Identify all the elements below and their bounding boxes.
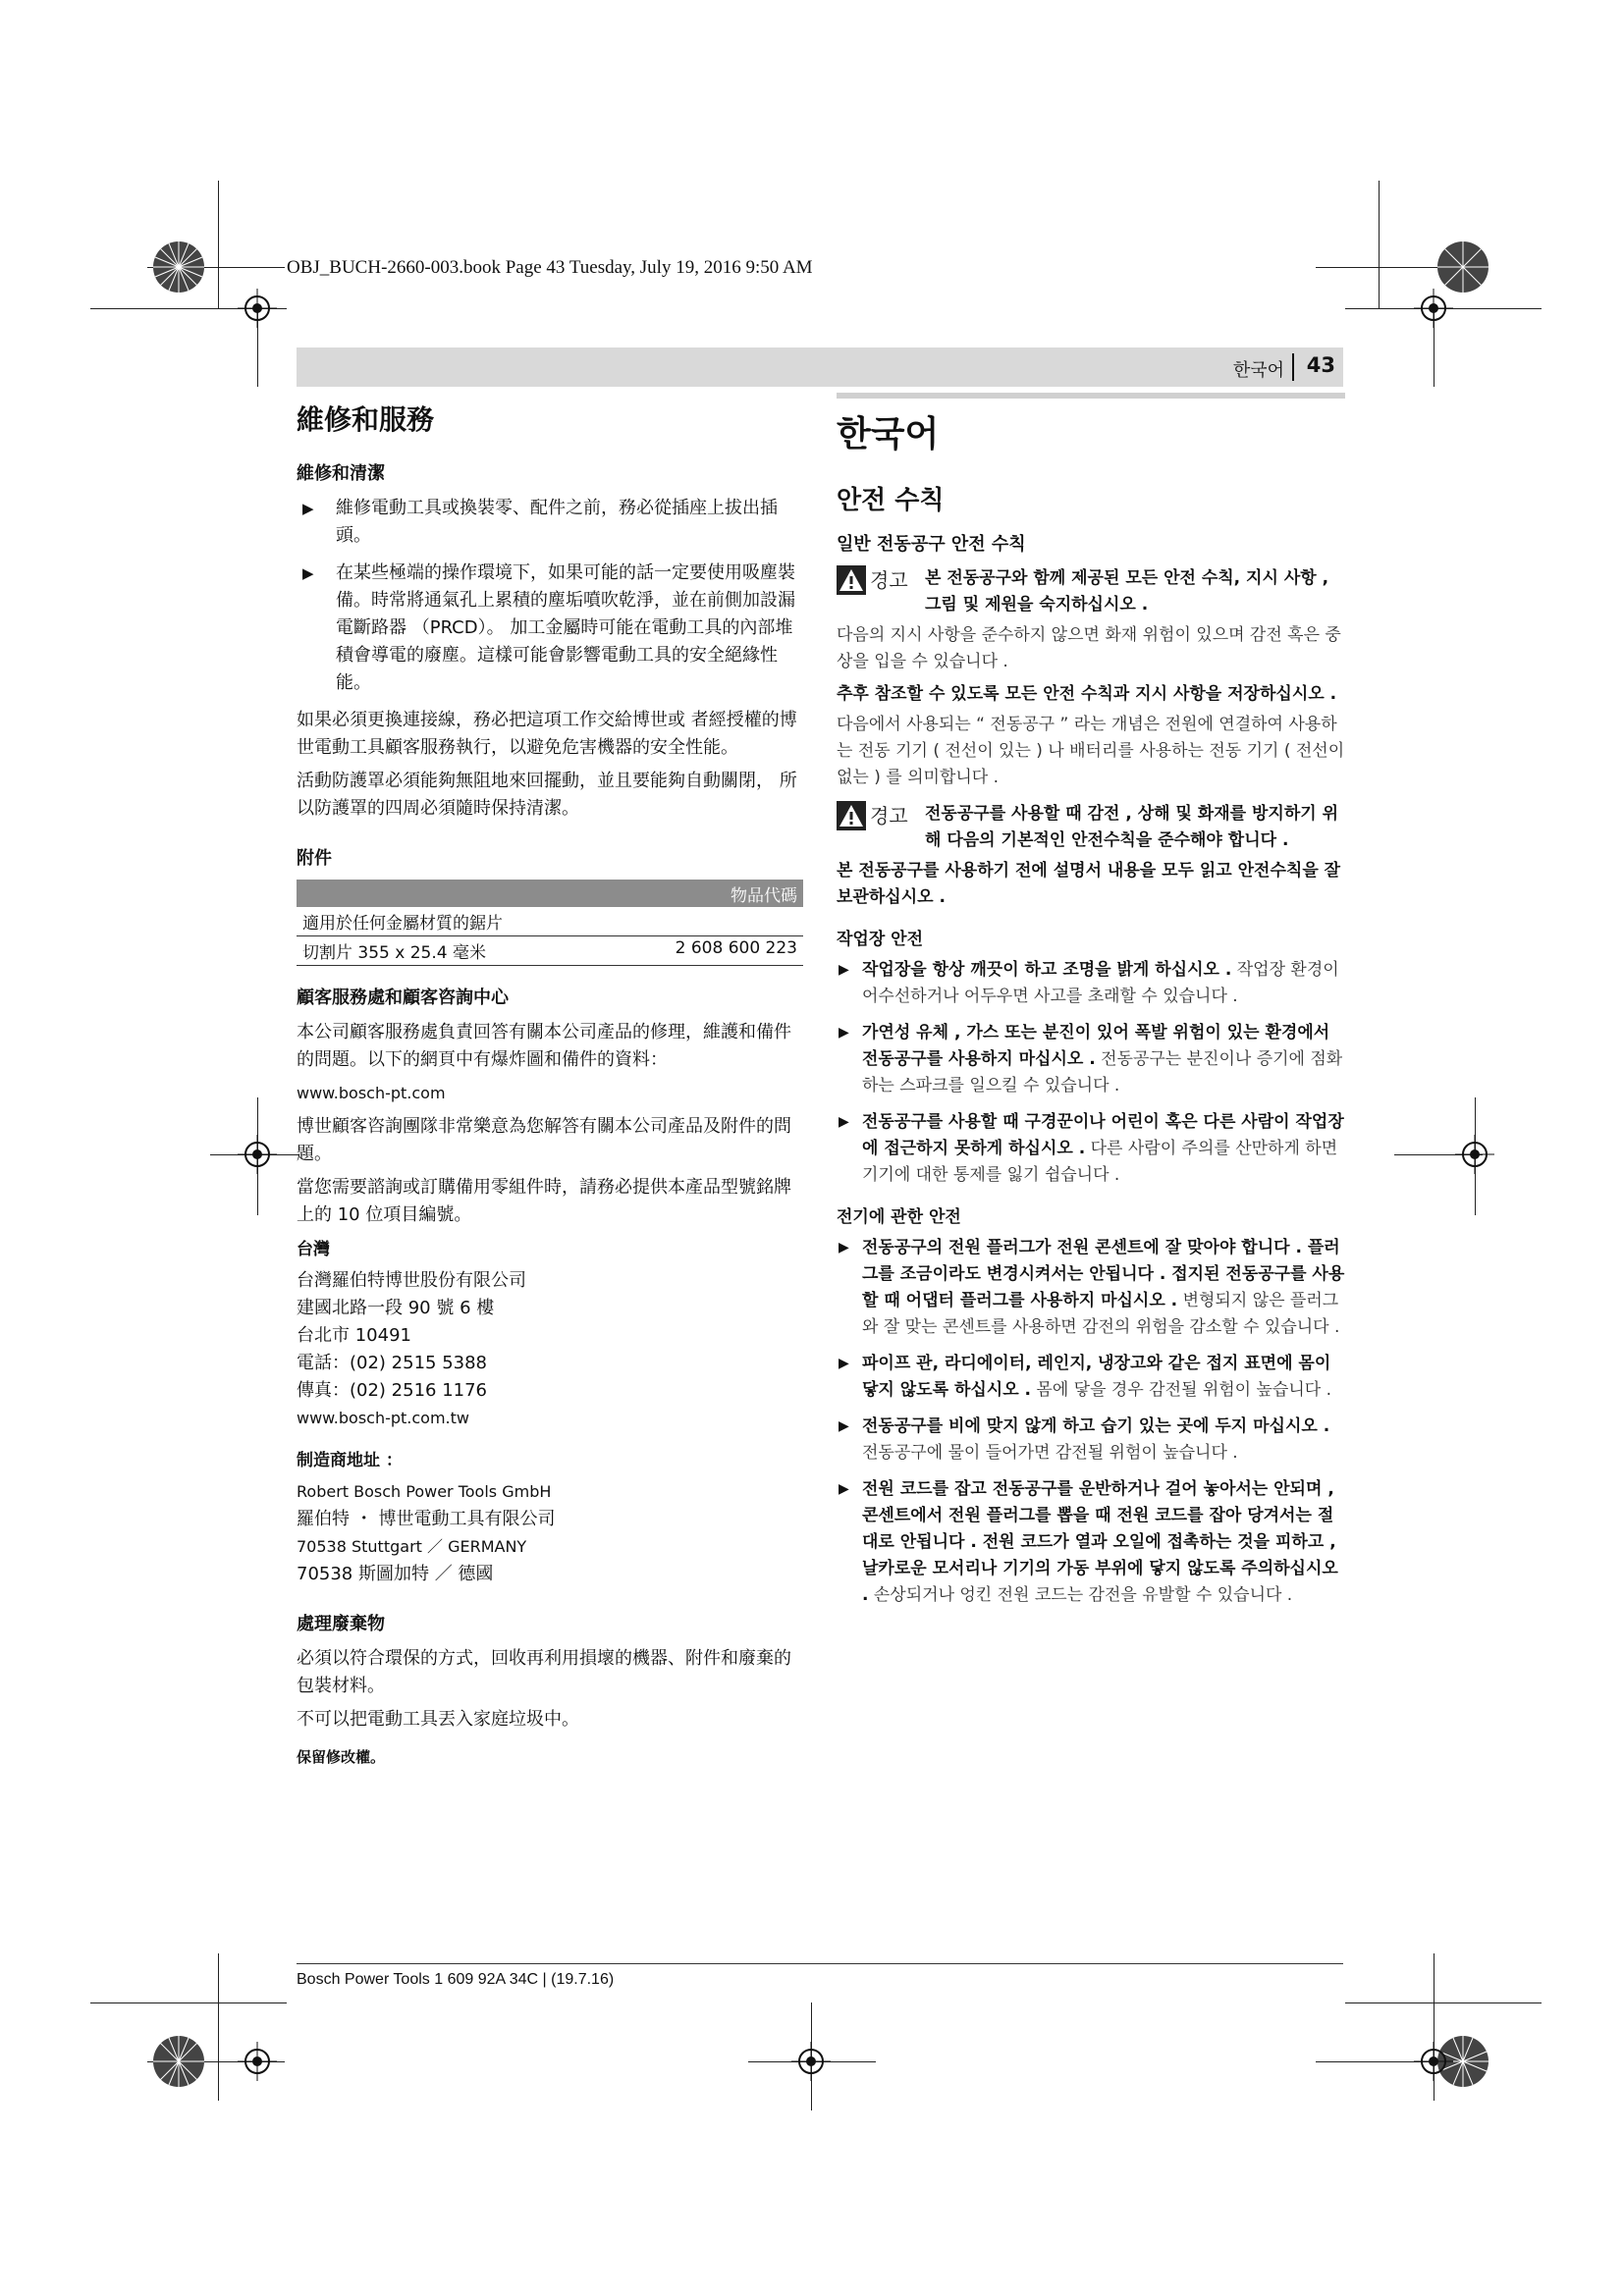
crop-mark-line	[218, 181, 219, 308]
workplace-heading: 작업장 안전	[837, 930, 924, 949]
warning-triangle-icon	[837, 801, 866, 830]
general-safety-heading: 일반 전동공구 안전 수칙	[837, 534, 1026, 555]
bullet-triangle-icon: ▶	[839, 1481, 849, 1497]
bullet-triangle-icon: ▶	[839, 1356, 849, 1371]
list-item: ▶ 전동공구를 사용할 때 구경꾼이나 어린이 혹은 다른 사람이 작업장에 접근하지 못하게 하십시오 . 다른 사람이 주의를 산만하게 하면 기기에 대한 통제를 잃기 쉽습니다 .	[837, 1109, 1345, 1189]
safety-heading: 안전 수칙	[837, 486, 945, 515]
registration-mark-icon	[238, 1135, 277, 1174]
list-item: ▶ 전동공구의 전원 플러그가 전원 콘센트에 잘 맞아야 합니다 . 플러그를 조금이라도 변경시켜서는 안됩니다 . 접지된 전동공구를 사용할 때 어댑터 플러그를 사용하지 마십시오 . 변형되지 않은 플러그와 잘 맞는 콘센트를 사용하면 감전의 위험을 감소할 수 있습니다 .	[837, 1235, 1345, 1341]
bullet-triangle-icon: ▶	[302, 564, 314, 582]
header-separator	[1292, 353, 1294, 381]
address-line: 台北市 10491	[297, 1325, 411, 1346]
crop-mark-line	[1345, 2002, 1542, 2003]
electrical-heading: 전기에 관한 안전	[837, 1207, 961, 1227]
bullet-triangle-icon: ▶	[839, 962, 849, 978]
keep-instructions: 추후 참조할 수 있도록 모든 안전 수칙과 지시 사항을 저장하십시오 .	[837, 684, 1337, 704]
crop-mark-line	[218, 1953, 219, 2101]
page-number: 43	[1306, 353, 1335, 377]
accessories-item-row: 切割片 355 x 25.4 毫米 2 608 600 223	[297, 936, 803, 966]
page-header-bar	[297, 347, 1343, 387]
address-line: Robert Bosch Power Tools GmbH	[297, 1482, 552, 1501]
address-line: 建國北路一段 90 號 6 樓	[297, 1298, 495, 1318]
color-rosette-icon	[151, 240, 206, 294]
footer-rule	[297, 1963, 1343, 1964]
list-item: ▶ 전동공구를 비에 맞지 않게 하고 습기 있는 곳에 두지 마십시오 . 전동공구에 물이 들어가면 감전될 위험이 높습니다 .	[837, 1414, 1345, 1467]
list-item: ▶ 파이프 관, 라디에이터, 레인지, 냉장고와 같은 접지 표면에 몸이 닿지 않도록 하십시오 . 몸에 닿을 경우 감전될 위험이 높습니다 .	[837, 1351, 1345, 1404]
warning-label: 경고	[870, 803, 908, 828]
registration-mark-icon	[1455, 1135, 1494, 1174]
maintenance-heading: 維修和清潔	[297, 463, 385, 484]
fax-line: 傳真：(02) 2516 1176	[297, 1380, 488, 1401]
paragraph: 活動防護罩必須能夠無阻地來回擺動，並且要能夠自動關閉， 所以防護罩的四周必須隨時保持清潔。	[297, 771, 797, 819]
registration-mark-icon	[238, 289, 277, 328]
warning-label: 경고	[870, 567, 908, 592]
read-manual-note: 본 전동공구를 사용하기 전에 설명서 내용을 모두 읽고 안전수칙을 잘 보관하십시오 .	[837, 861, 1341, 907]
phone-line: 電話：(02) 2515 5388	[297, 1353, 488, 1373]
registration-mark-icon	[1414, 289, 1453, 328]
paragraph: 必須以符合環保的方式，回收再利用損壞的機器、附件和廢棄的包裝材料。	[297, 1648, 791, 1696]
section-rule	[837, 393, 1345, 399]
address-line: 台灣羅伯特博世股份有限公司	[297, 1270, 526, 1291]
paragraph: 博世顧客咨詢團隊非常樂意為您解答有關本公司產品及附件的問題。	[297, 1116, 791, 1164]
left-column	[297, 393, 803, 1777]
warning-block: 경고 본 전동공구와 함께 제공된 모든 안전 수칙, 지시 사항 , 그림 및 제원을 숙지하십시오 .	[837, 565, 1345, 618]
address-line: 70538 Stuttgart ／ GERMANY	[297, 1537, 527, 1556]
paragraph: 不可以把電動工具丟入家庭垃圾中。	[297, 1709, 579, 1730]
warning-block: 경고 전동공구를 사용할 때 감전 , 상해 및 화재를 방지하기 위해 다음의 기본적인 안전수칙을 준수해야 합니다 .	[837, 801, 1345, 854]
manufacturer-heading: 制造商地址 ：	[297, 1451, 403, 1470]
paragraph: 如果必須更換連接線，務必把這項工作交給博世或 者經授權的博世電動工具顧客服務執行，以避免危害機器的安全性能。	[297, 710, 797, 758]
accessories-heading: 附件	[297, 848, 332, 869]
definition-paragraph: 다음에서 사용되는 “ 전동공구 ” 라는 개념은 전원에 연결하여 사용하는 전동 기기 ( 전선이 있는 ) 나 배터리를 사용하는 전동 기기 ( 전선이 없는 ) 를 의미합니다 .	[837, 715, 1345, 787]
disposal-heading: 處理廢棄物	[297, 1614, 385, 1634]
website-link[interactable]: www.bosch-pt.com.tw	[297, 1409, 469, 1427]
list-item: ▶ 작업장을 항상 깨끗이 하고 조명을 밝게 하십시오 . 작업장 환경이 어수선하거나 어두우면 사고를 초래할 수 있습니다 .	[837, 957, 1345, 1010]
bullet-triangle-icon: ▶	[839, 1240, 849, 1255]
paragraph: 本公司顧客服務處負責回答有關本公司產品的修理，維護和備件的問題。以下的網頁中有爆炸圖和備件的資料：	[297, 1022, 791, 1070]
list-item: ▶ 在某些極端的操作環境下，如果可能的話一定要使用吸塵裝備。時常將通氣孔上累積的塵垢噴吹乾淨，並在前側加設漏電斷路器 （PRCD）。 加工金屬時可能在電動工具的內部堆積會導電的廢塵。這樣可能會影響電動工具的安全絕緣性能。	[297, 560, 803, 697]
color-rosette-icon	[1435, 240, 1490, 294]
color-rosette-icon	[151, 2034, 206, 2089]
bullet-triangle-icon: ▶	[839, 1418, 849, 1434]
print-header: OBJ_BUCH-2660-003.book Page 43 Tuesday, July 19, 2016 9:50 AM	[287, 257, 813, 278]
list-item: ▶ 維修電動工具或換裝零、配件之前，務必從插座上拔出插頭。	[297, 495, 803, 550]
left-title: 維修和服務	[297, 403, 435, 436]
registration-mark-icon	[1414, 2042, 1453, 2081]
bullet-triangle-icon: ▶	[839, 1025, 849, 1041]
rights-note: 保留修改權。	[297, 1748, 386, 1766]
footer: Bosch Power Tools 1 609 92A 34C | (19.7.16)	[297, 1971, 615, 1988]
accessories-category-row: 適用於任何金屬材質的鋸片	[297, 907, 803, 936]
bullet-triangle-icon: ▶	[839, 1114, 849, 1130]
registration-mark-icon	[791, 2042, 831, 2081]
address-line: 70538 斯圖加特 ／ 德國	[297, 1564, 494, 1584]
warning-badge	[837, 565, 908, 595]
accessories-table-header: 物品代碼	[297, 880, 803, 907]
bullet-triangle-icon: ▶	[302, 500, 314, 517]
right-title: 한국어	[837, 414, 940, 454]
warning-badge	[837, 801, 908, 830]
paragraph: 다음의 지시 사항을 준수하지 않으면 화재 위험이 있으며 감전 혹은 중상을 입을 수 있습니다 .	[837, 625, 1341, 671]
website-link[interactable]: www.bosch-pt.com	[297, 1084, 446, 1102]
right-column	[837, 393, 1345, 1619]
header-language: 한국어	[1232, 360, 1284, 381]
warning-triangle-icon	[837, 565, 866, 595]
paragraph: 當您需要諮詢或訂購備用零組件時，請務必提供本產品型號銘牌上的 10 位項目編號。	[297, 1177, 791, 1225]
address-line: 羅伯特 ・ 博世電動工具有限公司	[297, 1509, 556, 1529]
list-item: ▶ 전원 코드를 잡고 전동공구를 운반하거나 걸어 놓아서는 안되며 , 콘센트에서 전원 플러그를 뽑을 때 전원 코드를 잡아 당겨서는 절대로 안됩니다 . 전원 코드가 열과 오일에 접촉하는 것을 피하고 , 날카로운 모서리나 기기의 가동 부위에 닿지 않도록 주의하십시오 . 손상되거나 엉킨 전원 코드는 감전을 유발할 수 있습니다 .	[837, 1476, 1345, 1609]
taiwan-heading: 台灣	[297, 1240, 330, 1259]
crop-mark-line	[90, 2002, 287, 2003]
registration-mark-icon	[238, 2042, 277, 2081]
crop-mark-line	[1379, 181, 1380, 308]
list-item: ▶ 가연성 유체 , 가스 또는 분진이 있어 폭발 위험이 있는 환경에서 전동공구를 사용하지 마십시오 . 전동공구는 분진이나 증기에 점화하는 스파크를 일으킬 수 있습니다 .	[837, 1020, 1345, 1099]
service-heading: 顧客服務處和顧客咨詢中心	[297, 988, 509, 1008]
